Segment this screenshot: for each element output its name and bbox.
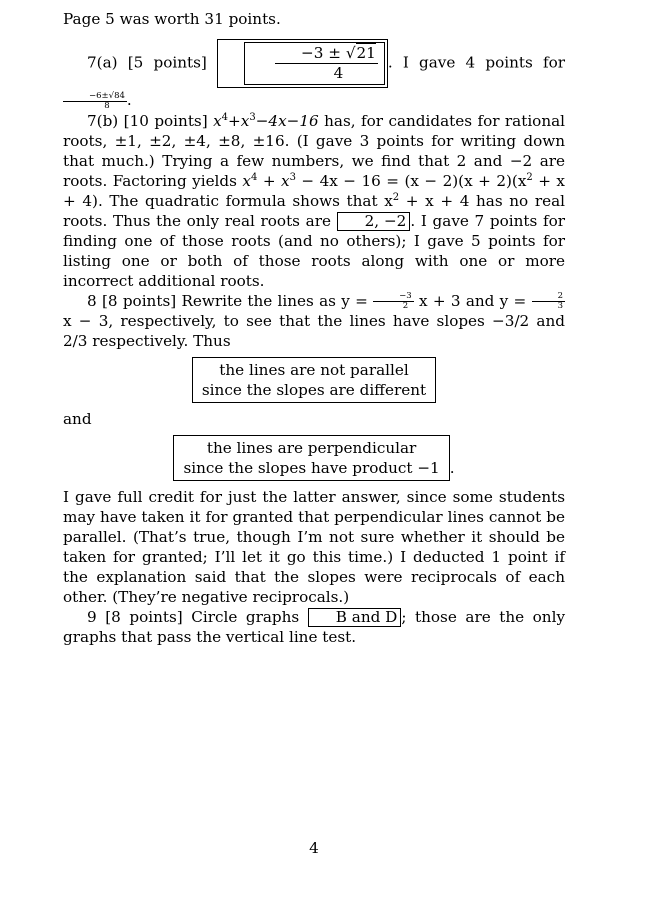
q9-text: ; those are the only graphs that pass the vertical line test. bbox=[63, 608, 566, 646]
q7b-poly-rest: −4x−16 bbox=[255, 111, 319, 130]
page-number: 4 bbox=[309, 839, 319, 857]
q7b-sup: 2 bbox=[526, 171, 533, 183]
page-body bbox=[63, 9, 565, 647]
q8-and: and bbox=[63, 410, 92, 428]
q8-text: x − 3, respectively, to see that the lines have slopes −3/2 and 2/3 respectively. Thus bbox=[63, 312, 565, 350]
q7a-answer-radicand: 21 bbox=[356, 44, 376, 62]
q8-text: x + 3 and y = bbox=[419, 291, 527, 310]
q8-fraction-1 bbox=[373, 292, 414, 311]
q7a-text: . I gave 4 points for bbox=[387, 53, 566, 72]
q8-fraction-den: 3 bbox=[557, 301, 564, 311]
q7b-sup: 3 bbox=[249, 111, 256, 123]
q7b-poly-x3: +x bbox=[228, 111, 250, 130]
q7b-factoring: + x + 4). The quadratic formula shows that x bbox=[63, 171, 565, 210]
q7b-sup: 4 bbox=[221, 111, 229, 123]
q8-fraction-num: −3 bbox=[373, 292, 414, 302]
q8-box2-period: . bbox=[449, 459, 455, 477]
q7b-sup: 4 bbox=[250, 171, 258, 183]
q9-text: Circle graphs bbox=[191, 608, 300, 626]
q8-fraction-2 bbox=[532, 292, 565, 311]
q8-fraction-num: 2 bbox=[532, 292, 565, 302]
q7b-text: . I gave 7 points for finding one of those roots (and no others); I gave 5 points for listing one or both of those roots along with one or more incorrect additional roots. bbox=[63, 211, 565, 290]
q8-answer-box-2 bbox=[63, 435, 565, 481]
q9-answer-box: B and D bbox=[308, 608, 402, 627]
q7a-label: 7(a) [5 points] bbox=[87, 53, 207, 72]
q7a-paragraph bbox=[63, 37, 565, 111]
q8-box2-line1: the lines are perpendicular bbox=[206, 439, 417, 457]
q8-box2-line2: since the slopes have product −1 bbox=[183, 459, 440, 477]
q9-paragraph bbox=[63, 607, 565, 647]
q8-label: 8 [8 points] bbox=[87, 291, 177, 310]
intro-text: Page 5 was worth 31 points. bbox=[63, 10, 281, 28]
q8-paragraph bbox=[63, 291, 565, 352]
q9-label: 9 [8 points] bbox=[87, 608, 183, 626]
q8-text: Rewrite the lines as y = bbox=[181, 291, 368, 310]
q7b-factoring: − 4x − 16 = (x − 2)(x + 2)(x bbox=[295, 171, 527, 190]
q7a-answer-box bbox=[217, 39, 388, 88]
q7a-partial-fraction bbox=[63, 92, 127, 111]
q8-after-text: I gave full credit for just the latter answer, since some students may have taken it for granted that perpendicular lines cannot be parallel. (That’s true, though I’m not sure whether it should be taken for granted; I’ll let it go this time.) I deducted 1 point if the explanation said that the slopes were reciprocals of each other. (They’re negative reciprocals.) bbox=[63, 488, 565, 606]
q8-answer-box-1 bbox=[63, 357, 565, 403]
q7b-sup: 3 bbox=[289, 171, 296, 183]
q7b-factoring: + x + 4 has no real roots. Thus the only real roots are bbox=[63, 191, 565, 230]
q7a-period: . bbox=[126, 91, 132, 109]
q7b-answer-box: 2, −2 bbox=[337, 212, 411, 231]
q7a-answer-numerator: −3 ± √ bbox=[301, 44, 356, 62]
q8-box1-line1: the lines are not parallel bbox=[219, 361, 409, 379]
q7b-label: 7(b) [10 points] bbox=[87, 111, 208, 130]
q8-box1-line2: since the slopes are different bbox=[201, 381, 427, 399]
q7b-factoring: x bbox=[242, 171, 251, 190]
q7b-factoring: + x bbox=[257, 171, 290, 190]
q7a-partial-numerator: −6±√84 bbox=[63, 92, 127, 102]
q7a-partial-denominator: 8 bbox=[104, 100, 110, 111]
q7b-poly-x: x bbox=[213, 111, 222, 130]
q7b-text: ±1, ±2, ±4, ±8, ±16. (I gave 3 points for writing down that much.) Trying a few numbers, we find that 2 and −2 are roots. Factoring yields bbox=[63, 131, 566, 190]
q7a-answer-denominator: 4 bbox=[333, 64, 344, 82]
q8-fraction-den: 2 bbox=[402, 301, 409, 311]
q7b-paragraph bbox=[63, 111, 565, 291]
q7b-sup: 2 bbox=[392, 191, 400, 203]
q7b-text: has, for candidates for rational roots, bbox=[63, 111, 566, 150]
